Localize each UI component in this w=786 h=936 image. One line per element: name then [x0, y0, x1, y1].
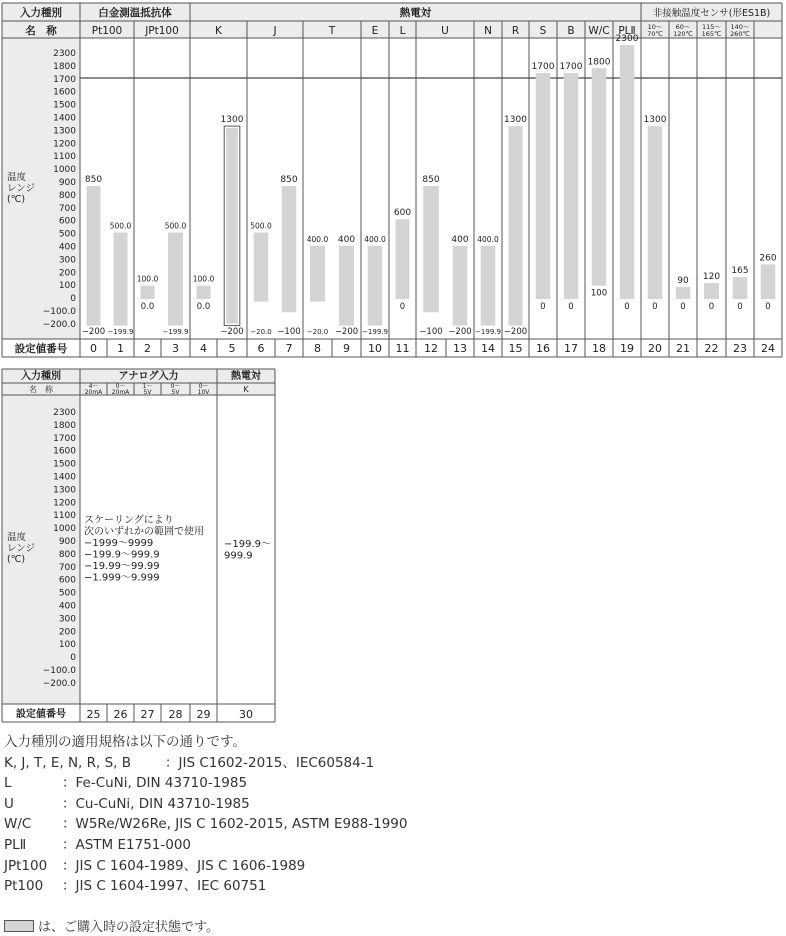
- sensor-name: B: [567, 25, 575, 37]
- bar-min-label: −200: [503, 327, 528, 337]
- bar-max-label: 1700: [531, 61, 555, 72]
- bar-min-label: −200: [81, 327, 106, 337]
- axis-tick-label: 1400: [53, 472, 76, 483]
- axis-tick-label: 1000: [53, 165, 76, 176]
- axis-tick-label: 300: [58, 614, 76, 625]
- setting-number: 22: [704, 342, 719, 355]
- note-row-5: [4, 856, 407, 877]
- bar-max-label: 1300: [504, 115, 527, 126]
- default-setting-legend: [4, 916, 219, 935]
- analog-name: 5V: [171, 389, 180, 396]
- setting-number: 15: [508, 342, 523, 355]
- note-row-4: [4, 835, 407, 856]
- range-bar: [508, 126, 522, 326]
- bar-max-label: 400: [337, 234, 356, 245]
- bar-min-label: 0: [652, 302, 658, 312]
- range-bar: [481, 246, 496, 326]
- setting-number: 13: [453, 342, 467, 355]
- bar-min-label: 100: [590, 288, 608, 299]
- range-label: (℃): [7, 554, 26, 565]
- bar-max-label: 1800: [587, 57, 611, 68]
- range-bar: [423, 186, 439, 312]
- setting-number: 5: [228, 342, 236, 355]
- bar-min-label: 0: [708, 302, 715, 312]
- range-bar: [168, 233, 183, 326]
- es1b-range-label: 115～: [702, 23, 721, 31]
- note-value: ：Cu-CuNi, DIN 43710-1985: [62, 795, 250, 812]
- axis-tick-label: 600: [58, 216, 76, 227]
- note-value: ：Fe-CuNi, DIN 43710-1985: [62, 775, 248, 792]
- axis-tick-label: 1800: [53, 420, 76, 431]
- bar-max-label: 400.0: [477, 234, 499, 244]
- bar-min-label: −100: [419, 327, 443, 337]
- axis-tick-label: 900: [58, 178, 76, 188]
- axis-tick-label: 100: [58, 281, 76, 292]
- axis-tick-label: 400: [58, 601, 76, 612]
- bar-min-label: −20.0: [306, 328, 329, 336]
- bar-max-label: 2300: [615, 34, 639, 44]
- range-bar: [453, 246, 468, 326]
- sensor-name: JPt100: [145, 25, 179, 37]
- axis-tick-label: 2300: [53, 408, 76, 418]
- notes-intro: 入力種別の適用規格は以下の通りです。: [4, 734, 246, 750]
- setting-number: 28: [168, 708, 183, 721]
- setting-number: 8: [314, 342, 321, 355]
- setting-number: 9: [343, 342, 350, 355]
- bar-min-label: 0: [765, 302, 771, 312]
- setting-number: 21: [676, 342, 690, 355]
- analog-range-text: −1999～9999: [84, 538, 154, 549]
- bar-max-label: 100.0: [136, 274, 159, 284]
- top-range-table: [0, 0, 786, 360]
- setting-number: 19: [620, 342, 634, 355]
- bar-min-label: 0.0: [140, 302, 155, 312]
- axis-tick-label: 800: [58, 190, 76, 201]
- axis-tick-label: 1200: [53, 498, 76, 509]
- setting-number: 6: [257, 342, 265, 355]
- analog-name: 0～: [115, 383, 126, 390]
- note-value: ：JIS C 1604-1997、IEC 60751: [62, 878, 267, 895]
- axis-tick-label: 600: [58, 575, 76, 586]
- note-key: JPt100: [4, 857, 48, 874]
- note-value: ：JIS C 1604-1989、JIS C 1606-1989: [62, 857, 306, 874]
- tc-range-text: −199.9～: [224, 539, 272, 550]
- axis-tick-label: 700: [58, 203, 76, 214]
- range-bar: [536, 73, 551, 299]
- axis-tick-label: 1100: [53, 152, 76, 163]
- note-key: U: [4, 795, 14, 812]
- sensor-name: K: [215, 25, 222, 37]
- setting-number: 3: [172, 342, 179, 355]
- es1b-range-label: 70℃: [647, 30, 663, 38]
- bar-min-label: −20.0: [250, 328, 272, 336]
- range-bar: [310, 246, 325, 302]
- setting-number: 10: [368, 342, 382, 355]
- sensor-name: U: [441, 25, 449, 37]
- standards-notes: [4, 732, 407, 897]
- bar-max-label: 90: [677, 276, 689, 287]
- bar-min-label: −199.9: [107, 328, 134, 336]
- sensor-name: S: [539, 25, 547, 37]
- range-label: (℃): [7, 194, 26, 205]
- analog-name: 20mA: [84, 389, 103, 396]
- bar-max-label: 1300: [643, 115, 667, 126]
- bar-max-label: 165: [731, 266, 749, 277]
- note-row-0: [4, 753, 407, 774]
- note-row-6: [4, 876, 407, 897]
- axis-tick-label: −100.0: [42, 666, 76, 676]
- bar-min-label: −199.9: [162, 328, 189, 336]
- es1b-range-label: 140～: [730, 23, 750, 31]
- analog-name: 10V: [197, 389, 210, 396]
- range-bar: [648, 126, 663, 299]
- axis-tick-label: 0: [70, 294, 76, 305]
- sensor-name: L: [399, 25, 406, 37]
- bar-min-label: 0: [680, 302, 686, 312]
- axis-tick-label: 100: [58, 640, 76, 651]
- default-bar-fill: [226, 128, 238, 324]
- bar-max-label: 850: [280, 174, 298, 185]
- note-key: L: [4, 775, 12, 792]
- setting-number: 7: [285, 342, 293, 355]
- analog-range-text: −1.999～9.999: [84, 572, 160, 584]
- bar-max-label: 600: [393, 208, 412, 219]
- bar-max-label: 120: [702, 272, 721, 283]
- note-row-2: [4, 794, 407, 815]
- setting-number: 26: [113, 708, 128, 721]
- es1b-range-label: 10～: [647, 23, 663, 31]
- setting-number: 24: [761, 342, 775, 355]
- axis-tick-label: 1300: [53, 126, 76, 137]
- sensor-name: T: [328, 25, 336, 37]
- axis-tick-label: 400: [58, 242, 76, 253]
- axis-tick-label: 1700: [53, 74, 76, 85]
- analog-name: 20mA: [111, 389, 130, 396]
- range-label: レンジ: [7, 543, 36, 554]
- setting-header: 設定値番号: [16, 709, 66, 720]
- bar-max-label: 400.0: [306, 234, 329, 244]
- axis-tick-label: −200.0: [42, 678, 76, 689]
- axis-tick-label: 1400: [53, 113, 76, 124]
- bar-min-label: 0: [624, 302, 630, 312]
- axis-tick-label: 1600: [53, 446, 76, 457]
- axis-tick-label: 1500: [53, 459, 76, 470]
- es1b-range-label: 120℃: [673, 30, 693, 38]
- bar-max-label: 500.0: [164, 221, 187, 231]
- axis-tick-label: 1700: [53, 433, 76, 444]
- bar-max-label: 500.0: [250, 221, 272, 231]
- bar-min-label: −200: [334, 327, 359, 337]
- sensor-name: R: [511, 25, 520, 37]
- axis-tick-label: −200.0: [42, 319, 76, 330]
- bar-max-label: 400: [451, 234, 469, 245]
- analog-name: 5V: [143, 389, 152, 396]
- tc-range-text: 999.9: [224, 550, 253, 562]
- bar-max-label: 850: [422, 174, 440, 185]
- axis-tick-label: 1500: [53, 100, 76, 111]
- sensor-name: J: [273, 25, 277, 37]
- range-bar: [733, 277, 748, 299]
- axis-tick-label: 200: [58, 268, 76, 279]
- axis-tick-label: 1000: [53, 524, 76, 535]
- range-bar: [761, 264, 776, 299]
- setting-header: 設定値番号: [14, 343, 68, 355]
- range-bar: [196, 286, 210, 299]
- bar-max-label: 260: [759, 253, 777, 264]
- sensor-name: PLⅡ: [618, 25, 636, 37]
- setting-number: 11: [395, 342, 410, 355]
- group-thermocouple: 熱電対: [231, 371, 261, 382]
- axis-tick-label: 1100: [53, 511, 76, 522]
- note-key: PLⅡ: [4, 836, 27, 853]
- axis-tick-label: 1600: [53, 87, 76, 98]
- setting-number: 17: [564, 342, 578, 355]
- axis-tick-label: 800: [58, 549, 76, 560]
- name-header: 名 称: [29, 385, 53, 394]
- input-type-header: 入力種別: [21, 371, 61, 382]
- bar-min-label: 0: [540, 302, 546, 312]
- axis-tick-label: 200: [58, 627, 76, 638]
- setting-number: 29: [196, 708, 211, 721]
- axis-tick-label: 300: [58, 255, 76, 266]
- analog-range-text: −19.99～99.99: [84, 561, 160, 572]
- bar-max-label: 1300: [220, 115, 244, 126]
- note-row-1: [4, 773, 407, 794]
- setting-number: 23: [733, 342, 747, 355]
- setting-number: 20: [648, 342, 662, 355]
- group-thermocouple: 熱電対: [399, 7, 432, 19]
- setting-number: 25: [86, 708, 101, 721]
- axis-tick-label: 900: [58, 537, 76, 547]
- range-bar: [86, 186, 100, 326]
- es1b-range-label: 60～: [675, 23, 691, 31]
- analog-name: 0～: [198, 383, 209, 390]
- note-key: K, J, T, E, N, R, S, B: [4, 754, 131, 771]
- axis-tick-label: 500: [58, 229, 76, 240]
- analog-range-text: スケーリングにより: [84, 515, 174, 526]
- axis-tick-label: 1200: [53, 139, 76, 150]
- range-bar: [395, 219, 409, 299]
- bar-min-label: −199.9: [362, 328, 388, 336]
- bar-min-label: 0: [568, 302, 574, 312]
- range-bar: [704, 283, 719, 299]
- bottom-range-table: [0, 366, 290, 726]
- range-bar: [140, 286, 154, 299]
- setting-number: 16: [536, 342, 550, 355]
- analog-name: 0～: [170, 383, 181, 390]
- bar-max-label: 850: [84, 174, 103, 185]
- sensor-name: Pt100: [91, 25, 123, 37]
- axis-tick-label: 0: [70, 653, 76, 664]
- range-label: 温度: [7, 172, 27, 183]
- range-bar: [676, 287, 691, 299]
- range-bar: [113, 233, 127, 326]
- setting-number: 14: [481, 342, 495, 355]
- note-key: Pt100: [4, 878, 44, 895]
- analog-range-text: −199.9～999.9: [84, 549, 160, 561]
- es1b-range-label: 165℃: [701, 30, 722, 38]
- setting-number: 1: [117, 342, 124, 355]
- bar-min-label: 0: [399, 302, 406, 312]
- setting-number: 2: [144, 342, 151, 355]
- setting-number: 18: [592, 342, 606, 355]
- axis-tick-label: 700: [58, 562, 76, 573]
- group-analog: アナログ入力: [118, 371, 179, 382]
- range-bar: [282, 186, 297, 312]
- setting-number: 0: [90, 342, 97, 355]
- range-bar: [254, 233, 269, 302]
- bar-min-label: −199.9: [475, 328, 501, 336]
- range-bar: [564, 73, 579, 299]
- range-label: 温度: [7, 532, 27, 543]
- axis-tick-label: 1800: [53, 61, 76, 72]
- bar-min-label: 0: [737, 302, 743, 312]
- bar-min-label: 0.0: [196, 302, 211, 312]
- axis-tick-label: 2300: [53, 49, 76, 59]
- setting-number: 27: [140, 708, 155, 721]
- note-value: ：W5Re/W26Re, JIS C 1602-2015, ASTM E988-1990: [62, 816, 408, 833]
- axis-tick-label: 1300: [53, 485, 76, 496]
- group-es1b: 非接触温度センサ(形ES1B): [652, 8, 771, 19]
- note-value: ：ASTM E1751-000: [62, 836, 192, 853]
- note-key: W/C: [4, 816, 32, 833]
- group-rtd: 白金測温抵抗体: [98, 7, 172, 19]
- sensor-name: W/C: [588, 25, 610, 37]
- input-type-header: 入力種別: [20, 7, 62, 19]
- bar-min-label: −200: [220, 327, 244, 337]
- range-bar: [339, 246, 354, 326]
- setting-number: 30: [239, 708, 253, 721]
- bar-max-label: 500.0: [109, 221, 132, 231]
- tc-name: K: [243, 385, 249, 394]
- sensor-name: N: [484, 25, 492, 37]
- axis-tick-label: −100.0: [42, 307, 76, 317]
- note-value: ：JIS C1602-2015、IEC60584-1: [165, 754, 375, 771]
- bar-max-label: 1700: [559, 61, 583, 72]
- es1b-range-label: 260℃: [730, 30, 750, 38]
- bar-min-label: −100: [277, 327, 301, 337]
- sensor-name: E: [371, 25, 379, 37]
- range-bar: [368, 246, 383, 326]
- setting-number: 12: [424, 342, 438, 355]
- analog-name: 1～: [142, 383, 153, 390]
- analog-range-text: 次のいずれかの範囲で使用: [84, 526, 204, 538]
- setting-number: 4: [200, 342, 207, 355]
- range-bar: [620, 45, 635, 299]
- note-row-3: [4, 814, 407, 835]
- range-label: レンジ: [7, 183, 36, 194]
- name-header: 名 称: [25, 25, 57, 37]
- legend-swatch: [4, 920, 34, 932]
- range-bar: [592, 68, 607, 285]
- analog-name: 4～: [88, 383, 99, 390]
- bar-max-label: 400.0: [364, 234, 386, 244]
- axis-tick-label: 500: [58, 588, 76, 599]
- bar-max-label: 100.0: [192, 274, 215, 284]
- legend-text: は、ご購入時の設定状態です。: [38, 920, 219, 935]
- bar-min-label: −200: [448, 327, 472, 337]
